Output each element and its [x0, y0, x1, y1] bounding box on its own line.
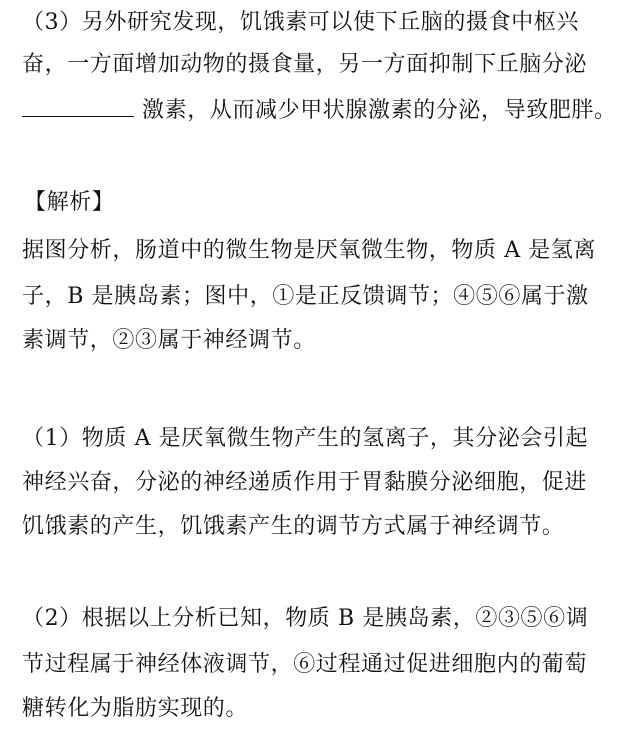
- analysis-para1-line-2: 子，B 是胰岛素；图中，①是正反馈调节；④⑤⑥属于激: [22, 284, 589, 309]
- analysis-para3-line-2: 节过程属于神经体液调节，⑥过程通过促进细胞内的葡萄: [22, 652, 588, 677]
- analysis-heading: 【解析】: [24, 190, 115, 215]
- question3-line-3: [22, 94, 617, 126]
- analysis-para1-line-3: 素调节，②③属于神经调节。: [22, 328, 316, 353]
- question3-line-1: （3）另外研究发现，饥饿素可以使下丘脑的摄食中枢兴: [22, 10, 579, 35]
- question3-line-3-text: 激素，从而减少甲状腺激素的分泌，导致肥胖。: [142, 98, 617, 123]
- analysis-para2-line-1: （1）物质 A 是厌氧微生物产生的氢离子，其分泌会引起: [22, 426, 589, 451]
- analysis-para3-line-1: （2）根据以上分析已知，物质 B 是胰岛素，②③⑤⑥调: [22, 606, 589, 631]
- analysis-para2-line-2: 神经兴奋，分泌的神经递质作用于胃黏膜分泌细胞，促进: [22, 470, 588, 495]
- analysis-para2-line-3: 饥饿素的产生，饥饿素产生的调节方式属于神经调节。: [22, 514, 565, 539]
- question3-line-2: 奋，一方面增加动物的摄食量，另一方面抑制下丘脑分泌: [22, 52, 588, 77]
- analysis-para1-line-1: 据图分析，肠道中的微生物是厌氧微生物，物质 A 是氢离: [22, 238, 597, 263]
- analysis-para3-line-3: 糖转化为脂肪实现的。: [22, 696, 249, 721]
- answer-blank[interactable]: [22, 94, 134, 117]
